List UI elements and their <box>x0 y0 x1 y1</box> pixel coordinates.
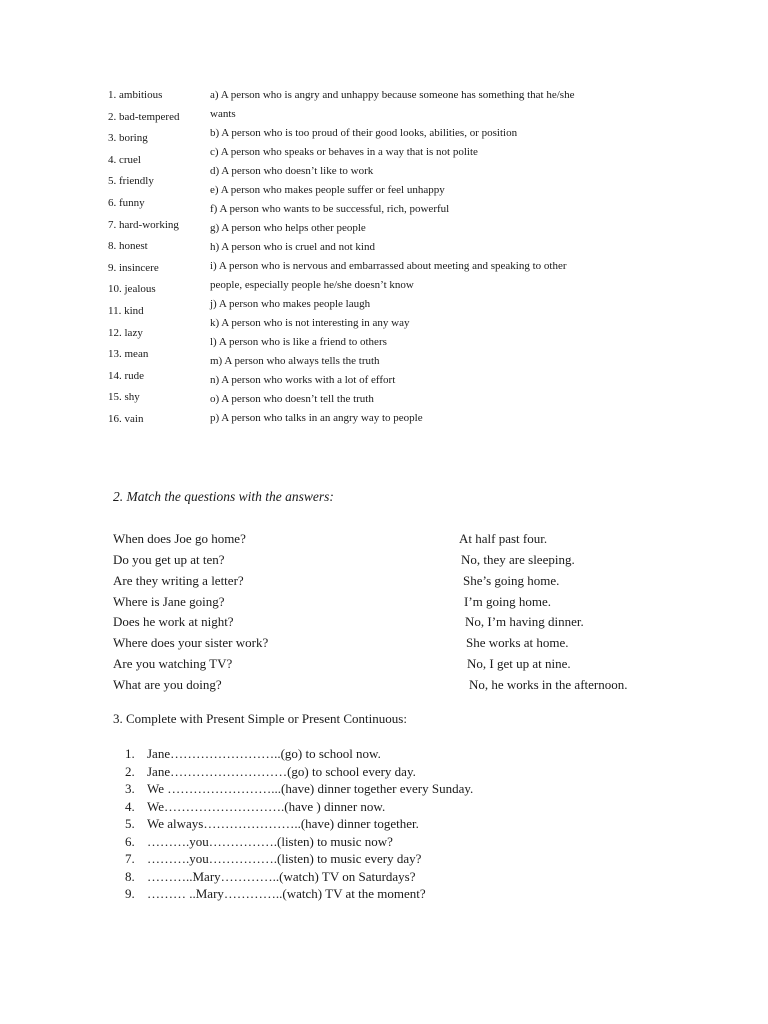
exercise-item <box>125 781 473 797</box>
answer-text: No, I’m having dinner. <box>465 614 584 629</box>
word-item: 16. vain <box>108 413 144 425</box>
definition-item: e) A person who makes people suffer or feel unhappy <box>210 184 445 196</box>
definition-item: wants <box>210 108 236 120</box>
exercise-number: 5. <box>125 816 135 831</box>
exercise-text: We……………………….(have ) dinner now. <box>147 798 386 814</box>
word-item: 9. insincere <box>108 261 159 274</box>
definition-item: people, especially people he/she doesn’t know <box>210 279 414 291</box>
qa-row <box>113 635 673 653</box>
exercise-item <box>125 746 381 762</box>
exercise-text: ………..Mary…………..(watch) TV on Saturdays? <box>147 868 416 884</box>
exercise-number: 4. <box>125 798 135 814</box>
answer-text: She’s going home. <box>463 573 560 588</box>
word-item: 1. ambitious <box>108 89 163 101</box>
question-text: What are you doing? <box>113 677 222 692</box>
section-2-title: 2. Match the questions with the answers: <box>113 489 334 504</box>
word-item: 6. funny <box>108 197 145 209</box>
question-text: Are you watching TV? <box>113 656 233 671</box>
exercise-item <box>125 869 416 885</box>
definition-item: m) A person who always tells the truth <box>210 355 380 367</box>
definition-item: p) A person who talks in an angry way to people <box>210 412 423 424</box>
word-item: 14. rude <box>108 369 145 382</box>
definition-item: d) A person who doesn’t like to work <box>210 165 374 177</box>
answer-text: No, he works in the afternoon. <box>469 677 628 692</box>
question-text: Do you get up at ten? <box>113 552 225 567</box>
definition-item: n) A person who works with a lot of effort <box>210 374 396 386</box>
qa-row <box>113 573 673 591</box>
exercise-number: 2. <box>125 763 135 779</box>
question-text: Are they writing a letter? <box>113 573 244 588</box>
exercise-text: ……….you…………….(listen) to music every day? <box>147 851 422 866</box>
qa-row <box>113 677 673 695</box>
exercise-number: 3. <box>125 781 135 796</box>
exercise-text: Jane……………………..(go) to school now. <box>147 746 381 761</box>
qa-row <box>113 594 673 612</box>
definition-item: k) A person who is not interesting in any way <box>210 317 410 329</box>
word-item: 8. honest <box>108 240 148 253</box>
word-item: 10. jealous <box>108 283 156 296</box>
word-item: 11. kind <box>108 305 144 317</box>
definition-item: b) A person who is too proud of their good looks, abilities, or position <box>210 127 518 139</box>
answer-text: She works at home. <box>466 635 569 650</box>
exercise-number: 1. <box>125 746 135 761</box>
answer-text: No, they are sleeping. <box>461 552 575 567</box>
exercise-item <box>125 851 421 867</box>
qa-row <box>113 552 673 570</box>
definition-item: g) A person who helps other people <box>210 222 366 234</box>
question-text: When does Joe go home? <box>113 531 246 546</box>
answer-text: At half past four. <box>459 531 548 546</box>
exercise-item <box>125 799 385 815</box>
exercise-text: ……… ..Mary…………..(watch) TV at the moment? <box>147 886 426 901</box>
qa-row <box>113 531 673 549</box>
word-item: 12. lazy <box>108 326 143 339</box>
exercise-item <box>125 764 416 780</box>
answer-text: No, I get up at nine. <box>467 656 571 671</box>
word-item: 5. friendly <box>108 175 154 188</box>
question-text: Does he work at night? <box>113 614 234 629</box>
exercise-number: 8. <box>125 868 135 884</box>
section-3-title: 3. Complete with Present Simple or Present Continuous: <box>113 711 407 726</box>
exercise-number: 9. <box>125 886 135 901</box>
exercise-item <box>125 816 419 832</box>
exercise-number: 6. <box>125 833 135 849</box>
exercise-text: Jane………………………(go) to school every day. <box>147 763 416 779</box>
exercise-number: 7. <box>125 851 135 866</box>
exercise-item <box>125 886 426 902</box>
question-text: Where does your sister work? <box>113 635 269 650</box>
exercise-text: ……….you…………….(listen) to music now? <box>147 833 393 849</box>
definition-item: a) A person who is angry and unhappy because someone has something that he/she <box>210 89 575 101</box>
definition-item: i) A person who is nervous and embarrassed about meeting and speaking to other <box>210 260 567 272</box>
word-item: 4. cruel <box>108 153 141 166</box>
exercise-text: We always…………………..(have) dinner together. <box>147 816 419 831</box>
definition-item: f) A person who wants to be successful, rich, powerful <box>210 203 450 215</box>
word-item: 3. boring <box>108 132 148 145</box>
definition-item: l) A person who is like a friend to others <box>210 336 387 348</box>
exercise-item <box>125 834 393 850</box>
word-item: 13. mean <box>108 348 149 361</box>
definition-item: c) A person who speaks or behaves in a way that is not polite <box>210 146 478 158</box>
question-text: Where is Jane going? <box>113 594 225 609</box>
qa-row <box>113 656 673 674</box>
answer-text: I’m going home. <box>464 594 552 609</box>
qa-row <box>113 614 673 632</box>
word-item: 7. hard-working <box>108 218 179 231</box>
definition-item: j) A person who makes people laugh <box>210 298 371 310</box>
definition-item: o) A person who doesn’t tell the truth <box>210 393 374 405</box>
word-item: 2. bad-tempered <box>108 110 180 123</box>
definition-item: h) A person who is cruel and not kind <box>210 241 375 253</box>
word-item: 15. shy <box>108 391 140 404</box>
exercise-text: We ……………………...(have) dinner together every Sunday. <box>147 781 474 796</box>
